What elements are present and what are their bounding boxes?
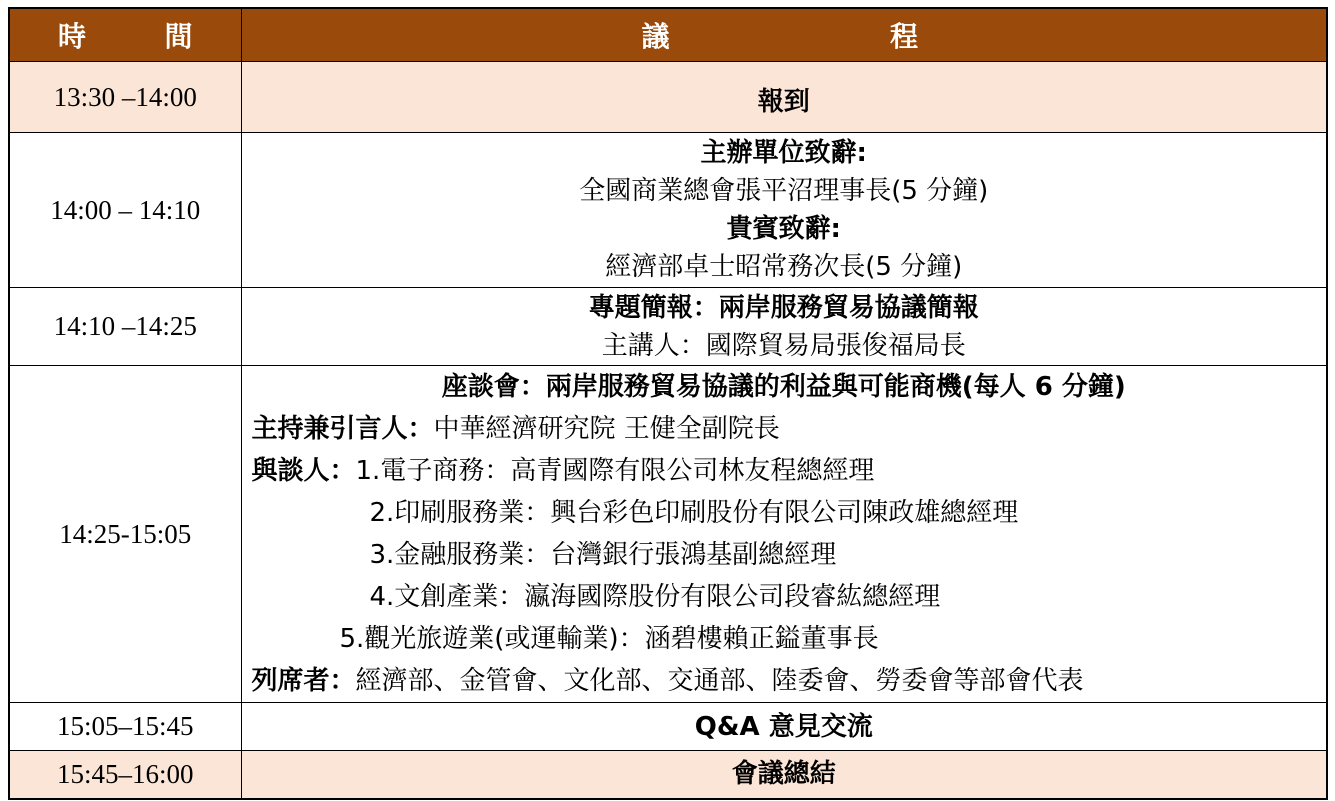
agenda-line: 會議總結 — [731, 759, 836, 790]
table-row — [9, 751, 1327, 799]
host-label: 主持兼引言人： — [251, 414, 434, 444]
host-line — [242, 408, 1327, 450]
panelist-line: 5.觀光旅遊業(或運輸業)：涵碧樓賴正鎰董事長 — [339, 624, 879, 654]
agenda-cell — [241, 288, 1327, 366]
agenda-line: 經濟部卓士昭常務次長(5 分鐘) — [605, 252, 963, 282]
agenda-cell — [241, 751, 1327, 799]
agenda-header — [241, 8, 1327, 62]
panelist-line: 3.金融服務業：台灣銀行張鴻基副總經理 — [369, 540, 837, 570]
agenda-cell — [241, 133, 1327, 288]
time-cell: 13:30 –14:00 — [9, 62, 241, 133]
time-cell: 15:05–15:45 — [9, 703, 241, 751]
host-value: 中華經濟研究院 王健全副院長 — [433, 414, 780, 444]
agenda-line: Q&A 意見交流 — [694, 711, 873, 742]
panelist-item: 1.電子商務：高青國際有限公司林友程總經理 — [355, 456, 875, 486]
agenda-line: 主辦單位致辭: — [700, 138, 867, 168]
panelist-line: 2.印刷服務業：興台彩色印刷股份有限公司陳政雄總經理 — [369, 498, 1019, 528]
time-cell: 14:10 –14:25 — [9, 288, 241, 366]
agenda-line: 貴賓致辭: — [726, 214, 841, 244]
time-cell: 14:00 – 14:10 — [9, 133, 241, 288]
panel-label: 與談人： — [251, 456, 356, 486]
time-header — [9, 8, 241, 62]
agenda-line: 主講人：國際貿易局張俊福局長 — [601, 330, 966, 361]
agenda-header-char-2: 程 — [889, 20, 918, 53]
agenda-table — [8, 7, 1328, 800]
time-header-char-1: 時 — [58, 20, 87, 53]
attend-line — [242, 660, 1327, 702]
table-row — [9, 288, 1327, 366]
table-row — [9, 703, 1327, 751]
panelist-line: 4.文創產業：瀛海國際股份有限公司段睿紘總經理 — [369, 582, 941, 612]
panelist-line — [242, 450, 1327, 492]
table-row — [9, 366, 1327, 703]
attend-value: 經濟部、金管會、文化部、交通部、陸委會、勞委會等部會代表 — [355, 666, 1084, 696]
attend-label: 列席者： — [251, 666, 356, 696]
time-cell: 14:25-15:05 — [9, 366, 241, 703]
table-row — [9, 62, 1327, 133]
agenda-line: 全國商業總會張平沼理事長(5 分鐘) — [579, 176, 989, 206]
header-row — [9, 8, 1327, 62]
time-cell: 15:45–16:00 — [9, 751, 241, 799]
time-header-char-2: 間 — [164, 20, 193, 53]
panel-title: 座談會：兩岸服務貿易協議的利益與可能商機(每人 6 分鐘) — [441, 372, 1126, 402]
agenda-cell — [241, 62, 1327, 133]
table-row — [9, 133, 1327, 288]
agenda-line: 報到 — [757, 87, 810, 117]
agenda-line: 專題簡報：兩岸服務貿易協議簡報 — [588, 292, 979, 323]
panel-cell — [241, 366, 1327, 703]
agenda-cell — [241, 703, 1327, 751]
agenda-header-char-1: 議 — [641, 20, 670, 53]
